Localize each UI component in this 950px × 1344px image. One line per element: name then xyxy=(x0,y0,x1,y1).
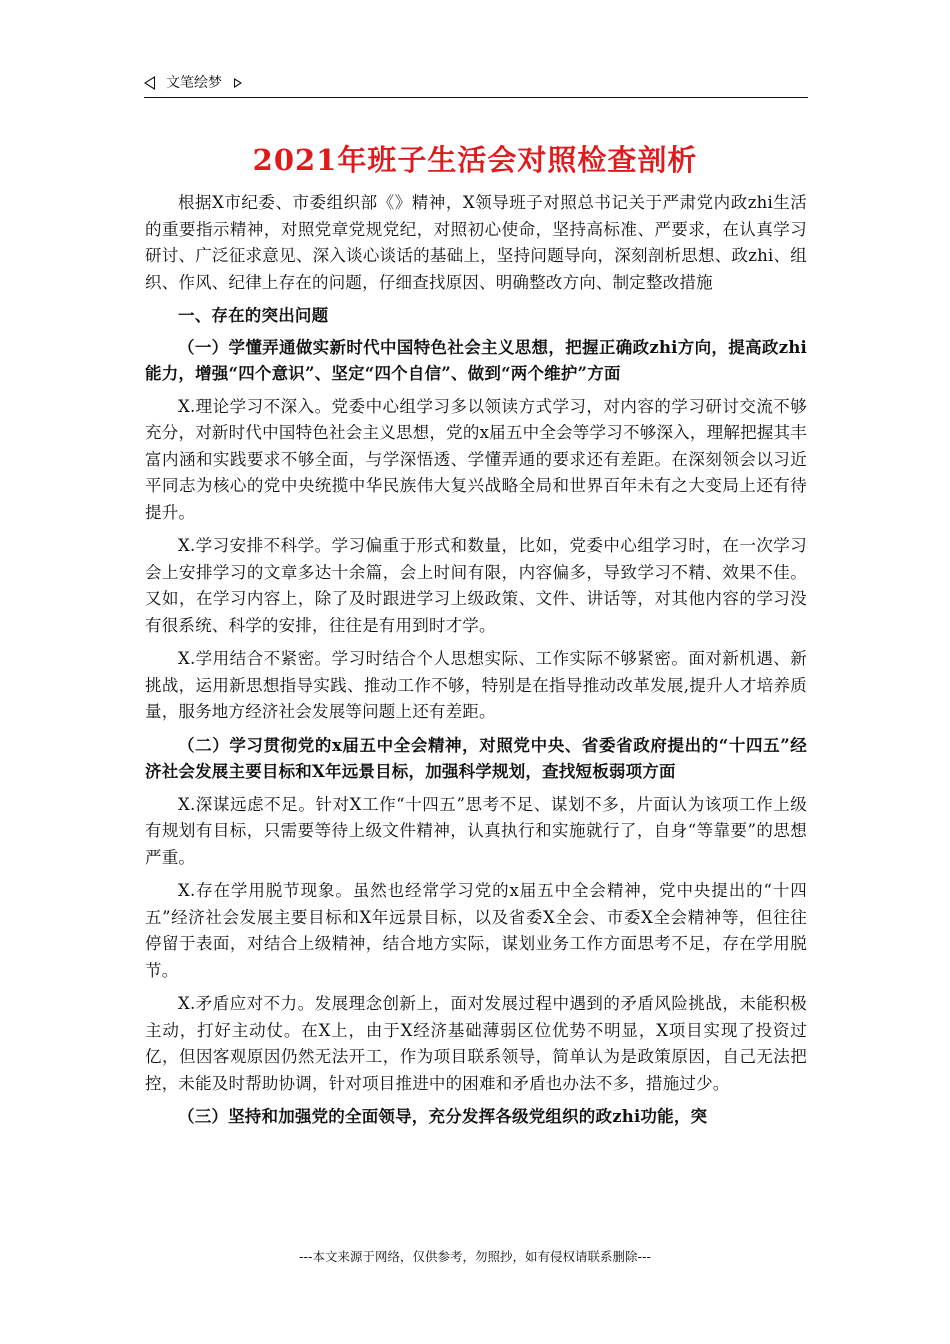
triangle-left-icon xyxy=(144,76,155,90)
footer-notice: ---本文来源于网络，仅供参考，勿照抄，如有侵权请联系删除--- xyxy=(298,1249,652,1264)
body-paragraph: X.深谋远虑不足。针对X工作“十四五”思考不足、谋划不多，片面认为该项工作上级有规划有目标，只需要等待上级文件精神，认真执行和实施就行了，自身“等靠要”的思想严重。 xyxy=(145,794,807,867)
document-title: 2021年班子生活会对照检查剖析 xyxy=(252,143,698,177)
body-paragraph: X.学习安排不科学。学习偏重于形式和数量，比如，党委中心组学习时，在一次学习会上安排学习的文章多达十余篇，会上时间有限，内容偏多，导致学习不精、效果不佳。又如，在学习内容上，除了及时跟进学习上级政策、文件、讲话等，对其他内容的学习没有很系统、科学的安排，往往是有用到时才学。 xyxy=(145,536,807,635)
body-paragraph: X.矛盾应对不力。发展理念创新上，面对发展过程中遇到的矛盾风险挑战，未能积极主动，打好主动仗。在X上，由于X经济基础薄弱区位优势不明显，X项目实现了投资过亿，但因客观原因仍然无法开工，作为项目联系领导，简单认为是政策原因，自己无法把控，未能及时帮助协调，针对项目推进中的困难和矛盾也办法不多，措施过少。 xyxy=(145,994,807,1093)
header-rule xyxy=(144,97,808,98)
subsection-heading: （二）学习贯彻党的x届五中全会精神，对照党中央、省委省政府提出的“十四五”经济社会发展主要目标和X年远景目标，加强科学规划，查找短板弱项方面 xyxy=(145,735,807,781)
subsection-heading: （三）坚持和加强党的全面领导，充分发挥各级党组织的政zhi功能，突 xyxy=(178,1107,708,1126)
intro-paragraph: 根据X市纪委、市委组织部《》精神，X领导班子对照总书记关于严肃党内政zhi生活的重要指示精神，对照党章党规党纪，对照初心使命，坚持高标准、严要求，在认真学习研讨、广泛征求意见、深入谈心谈话的基础上，坚持问题导向，深刻剖析思想、政zhi、组织、作风、纪律上存在的问题，仔细查找原因、明确整改方向、制定整改措施 xyxy=(145,193,807,292)
body-paragraph: X.学用结合不紧密。学习时结合个人思想实际、工作实际不够紧密。面对新机遇、新挑战，运用新思想指导实践、推动工作不够，特别是在指导推动改革发展,提升人才培养质量，服务地方经济社会发展等问题上还有差距。 xyxy=(145,649,807,721)
body-paragraph: X.存在学用脱节现象。虽然也经常学习党的x届五中全会精神，党中央提出的“十四五”经济社会发展主要目标和X年远景目标，以及省委X全会、市委X全会精神等，但往往停留于表面，对结合上级精神，结合地方实际，谋划业务工作方面思考不足，存在学用脱节。 xyxy=(145,881,807,980)
brand-label: 文笔绘梦 xyxy=(166,75,222,91)
triangle-right-icon xyxy=(234,78,242,88)
subsection-heading: （一）学懂弄通做实新时代中国特色社会主义思想，把握正确政zhi方向，提高政zhi能力，增强“四个意识”、坚定“四个自信”、做到“两个维护”方面 xyxy=(145,337,807,383)
section-heading: 一、存在的突出问题 xyxy=(178,306,329,325)
page-header xyxy=(144,70,808,98)
document-body xyxy=(145,190,807,1137)
body-paragraph: X.理论学习不深入。党委中心组学习多以领读方式学习，对内容的学习研讨交流不够充分，对新时代中国特色社会主义思想，党的x届五中全会等学习不够深入，理解把握其丰富内涵和实践要求不够全面，与学深悟透、学懂弄通的要求还有差距。在深刻领会以习近平同志为核心的党中央统揽中华民族伟大复兴战略全局和世界百年未有之大变局上还有待提升。 xyxy=(145,396,807,522)
